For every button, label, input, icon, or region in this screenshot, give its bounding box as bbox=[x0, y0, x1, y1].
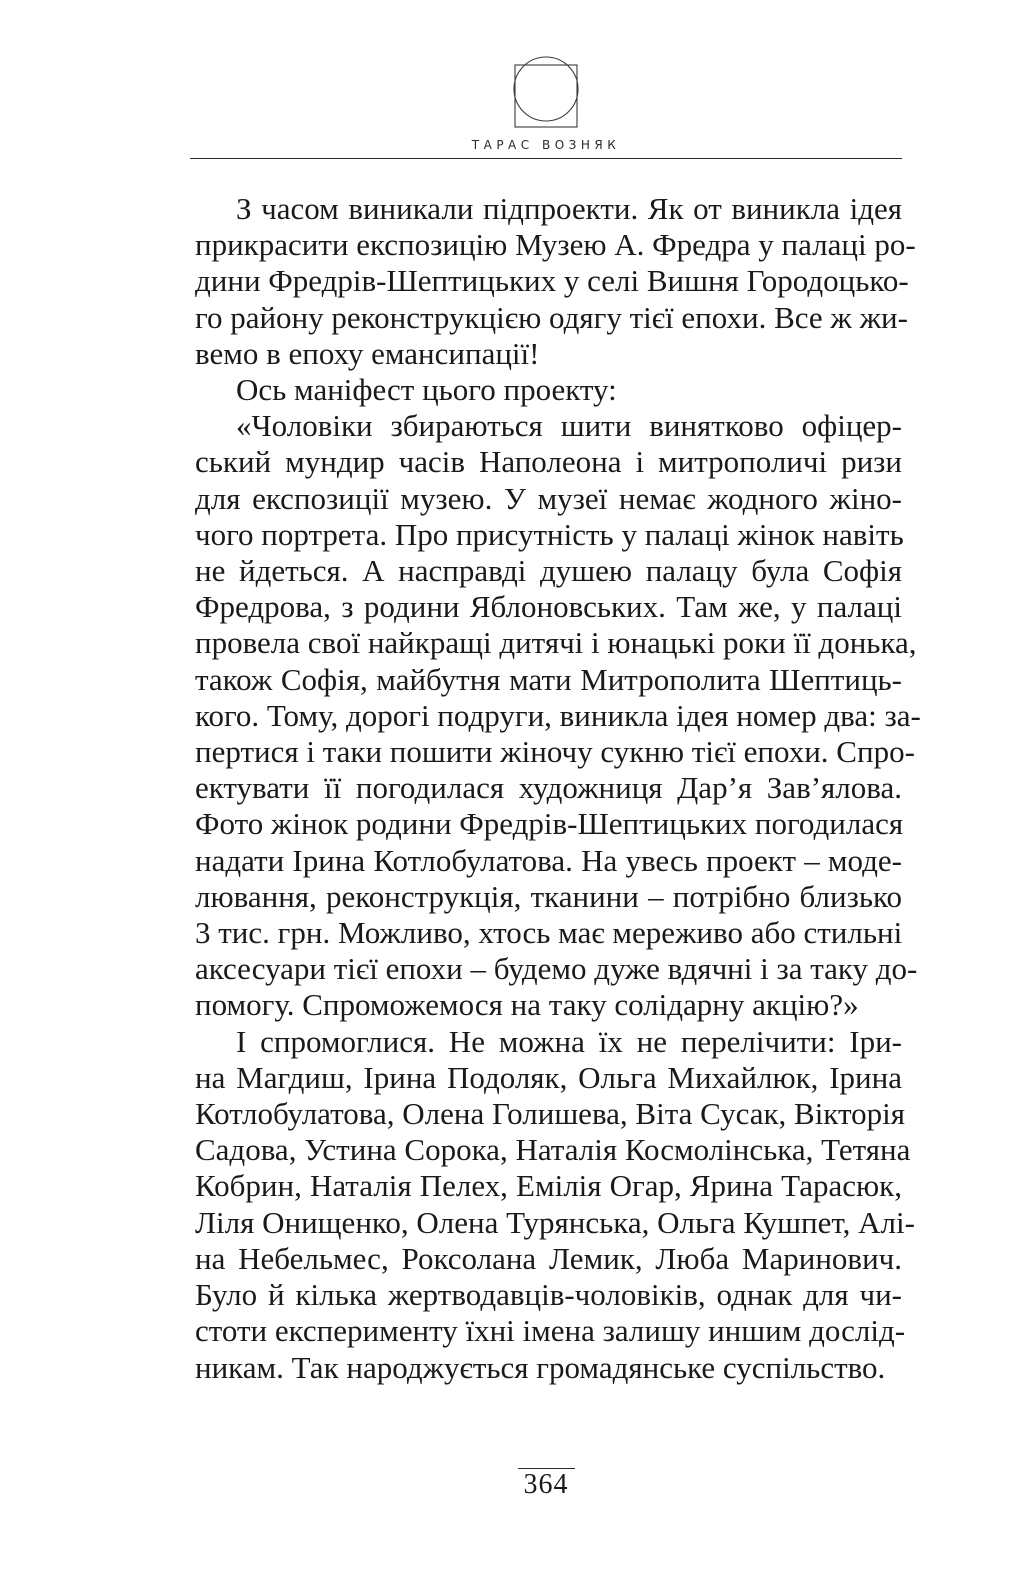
text-line: го району реконструкцією одягу тієї епохи. Все ж жи- bbox=[195, 299, 908, 335]
text-line: на Магдиш, Ірина Подоляк, Ольга Михайлюк, Ірина bbox=[195, 1059, 902, 1095]
body-text bbox=[195, 191, 921, 1386]
text-line: З часом виникали підпроекти. Як от виникла ідея bbox=[236, 191, 902, 226]
paragraph-3-quote bbox=[195, 408, 921, 1023]
text-line: стоти експерименту їхні імена залишу иншим дослід- bbox=[195, 1313, 906, 1349]
text-line: Ось маніфест цього проекту: bbox=[236, 372, 617, 408]
text-line: Садова, Устина Сорока, Наталія Космолінська, Тетяна bbox=[195, 1132, 911, 1168]
text-line: прикрасити експозицію Музею А. Фредра у палаці ро- bbox=[195, 227, 916, 263]
page-number-text: 364 bbox=[518, 1468, 575, 1500]
running-head: ТАРАС ВОЗНЯК bbox=[471, 138, 621, 152]
text-line: 3 тис. грн. Можливо, хтось має мереживо або стильні bbox=[195, 915, 903, 951]
page-number bbox=[190, 1469, 902, 1501]
text-line: кого. Тому, дорогі подруги, виникла ідея номер два: за- bbox=[195, 697, 921, 733]
text-line: никам. Так народжується громадянське суспільство. bbox=[195, 1349, 886, 1385]
header-rule bbox=[190, 158, 902, 159]
text-line: ектувати її погодилася художниця Дар’я Зав’ялова. bbox=[195, 770, 902, 806]
text-line: лювання, реконструкція, тканини – потрібно близько bbox=[195, 878, 902, 914]
text-line: не йдеться. А насправді душею палацу була Софія bbox=[195, 553, 902, 589]
circle-square-emblem-icon bbox=[507, 44, 585, 134]
text-line: помогу. Спроможемося на таку солідарну акцію?» bbox=[195, 987, 859, 1023]
paragraph-2 bbox=[195, 372, 902, 408]
paragraph-4 bbox=[195, 1023, 915, 1386]
text-line: дини Фредрів-Шептицьких у селі Вишня Городоцько- bbox=[195, 263, 909, 299]
text-line: Котлобулатова, Олена Голишева, Віта Сусак, Вікторія bbox=[195, 1096, 905, 1132]
text-line: вемо в епоху емансипації! bbox=[195, 335, 540, 371]
text-line: чого портрета. Про присутність у палаці жінок навіть bbox=[195, 516, 904, 552]
text-line: провела свої найкращі дитячі і юнацькі роки її донька, bbox=[195, 625, 917, 661]
text-line: на Небельмес, Роксолана Лемик, Люба Маринович. bbox=[195, 1240, 902, 1276]
text-line: аксесуари тієї епохи – будемо дуже вдячні і за таку до- bbox=[195, 951, 918, 987]
paragraph-1 bbox=[195, 191, 916, 372]
text-line: І спромоглися. Не можна їх не перелічити: Іри- bbox=[236, 1023, 902, 1059]
text-line: Фото жінок родини Фредрів-Шептицьких погодилася bbox=[195, 806, 904, 842]
text-line: Фредрова, з родини Яблоновських. Там же, у палаці bbox=[195, 589, 902, 625]
text-line: «Чоловіки збираються шити винятково офіцер- bbox=[236, 408, 902, 444]
text-line: ський мундир часів Наполеона і митрополичі ризи bbox=[195, 444, 902, 480]
text-line: Ліля Онищенко, Олена Турянська, Ольга Кушпет, Алі- bbox=[195, 1204, 915, 1240]
text-line: також Софія, майбутня мати Митрополита Шептиць- bbox=[195, 661, 902, 697]
text-line: для експозиції музею. У музеї немає жодного жіно- bbox=[195, 480, 902, 516]
text-line: надати Ірина Котлобулатова. На увесь проект – моде- bbox=[195, 842, 902, 878]
text-line: Кобрин, Наталія Пелех, Емілія Огар, Ярина Тарасюк, bbox=[195, 1168, 902, 1204]
text-line: Було й кілька жертводавців-чоловіків, однак для чи- bbox=[195, 1277, 902, 1313]
text-line: пертися і таки пошити жіночу сукню тієї епохи. Спро- bbox=[195, 734, 915, 770]
